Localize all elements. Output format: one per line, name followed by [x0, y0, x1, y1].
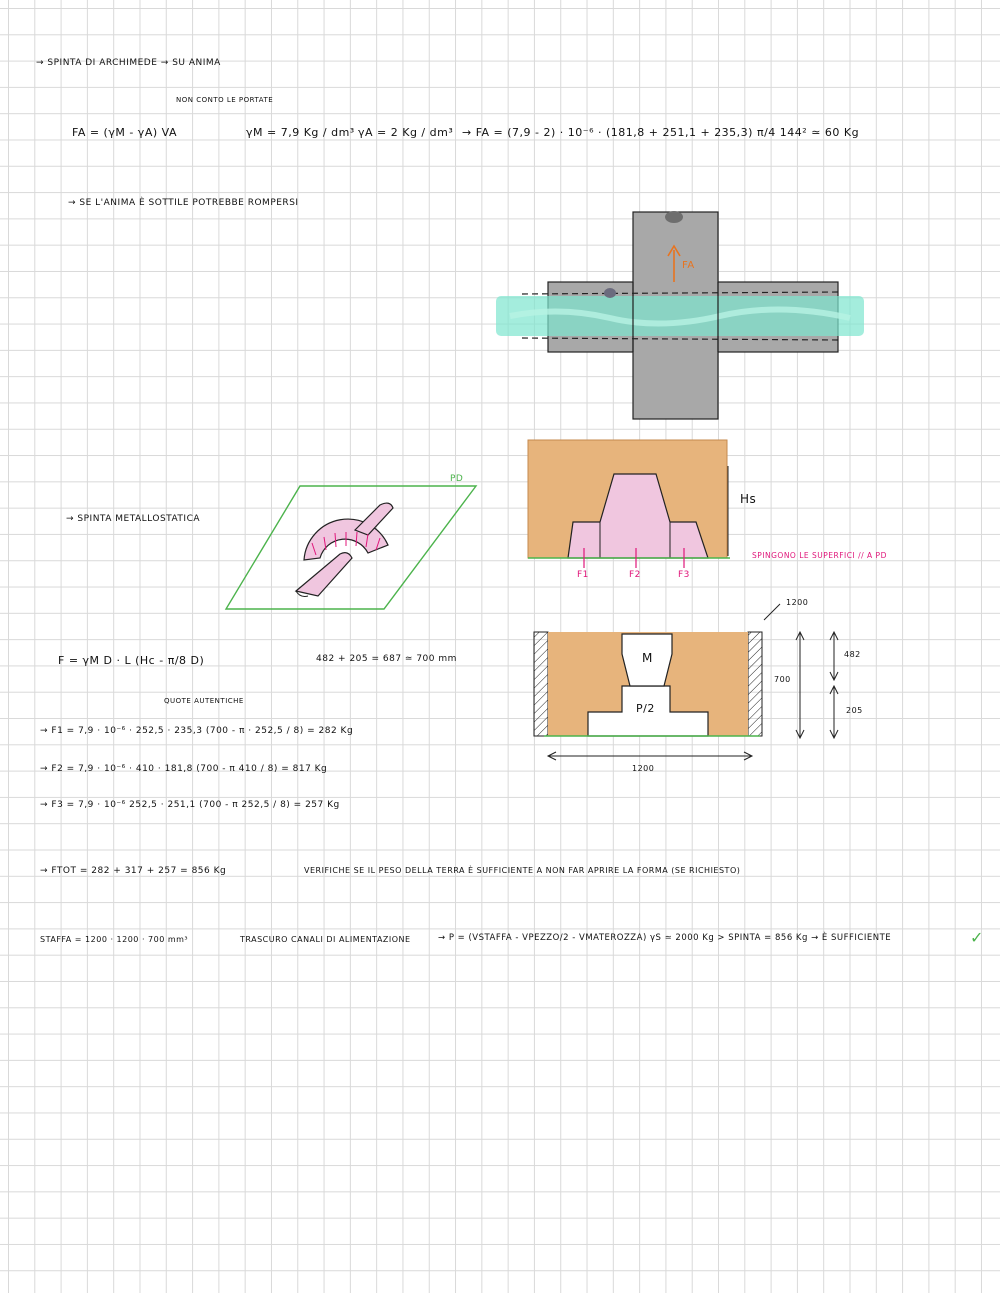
spingono-note: SPINGONO LE SUPERFICI // A PD [752, 551, 887, 560]
formula-peso: → P = (VSTAFFA - VPEZZO/2 - VMATEROZZA) γS ≃ 2000 Kg > SPINTA = 856 Kg → È SUFFICIENTE [438, 933, 892, 943]
note-archimede: → SPINTA DI ARCHIMEDE → SU ANIMA [36, 58, 221, 68]
note-trascuro: TRASCURO CANALI DI ALIMENTAZIONE [240, 935, 411, 944]
hs-label: Hs [740, 492, 757, 506]
fa-result: → FA = (7,9 - 2) · 10⁻⁶ · (181,8 + 251,1 + 235,3) π/4 144² ≃ 60 Kg [462, 126, 860, 139]
dim-700: 700 [774, 675, 791, 684]
gamma-a: γA = 2 Kg / dm³ [358, 126, 454, 139]
dim-205: 205 [846, 706, 863, 715]
flask-section [534, 604, 838, 760]
formula-fa: FA = (γM - γA) VA [72, 126, 177, 139]
note-verifica: VERIFICHE SE IL PESO DELLA TERRA È SUFFICIENTE A NON FAR APRIRE LA FORMA (SE RICHIESTO) [304, 866, 741, 875]
dim-1200-depth: 1200 [786, 598, 809, 607]
formula-f2: → F2 = 7,9 · 10⁻⁶ · 410 · 181,8 (700 - π 410 / 8) = 817 Kg [40, 764, 328, 774]
check-mark: ✓ [970, 928, 984, 947]
m-label: M [642, 651, 653, 665]
core-diagram [496, 211, 864, 419]
note-spinta-metallostatica: → SPINTA METALLOSTATICA [66, 514, 201, 524]
dim-482: 482 [844, 650, 861, 659]
formula-f1: → F1 = 7,9 · 10⁻⁶ · 252,5 · 235,3 (700 - π · 252,5 / 8) = 282 Kg [40, 726, 354, 736]
fa-force-label: FA [682, 260, 695, 271]
p-half-label: P/2 [636, 702, 655, 715]
formula-ftot: → FTOT = 282 + 317 + 257 = 856 Kg [40, 866, 227, 876]
formula-f: F = γM D · L (Hc - π/8 D) [58, 654, 205, 667]
note-anima-sottile: → SE L'ANIMA È SOTTILE POTREBBE ROMPERSI [68, 198, 299, 208]
oblique-sketch [226, 486, 476, 609]
f2-label: F2 [629, 570, 641, 580]
pd-plane-label: PD [450, 474, 464, 484]
sum-heights: 482 + 205 = 687 ≃ 700 mm [316, 654, 457, 664]
f3-label: F3 [678, 570, 690, 580]
mold-section [528, 440, 730, 568]
staffa-volume: STAFFA = 1200 · 1200 · 700 mm³ [40, 935, 189, 944]
f1-label: F1 [577, 570, 589, 580]
note-no-portate: NON CONTO LE PORTATE [176, 96, 274, 104]
gamma-m: γM = 7,9 Kg / dm³ [246, 126, 355, 139]
note-quote-autentiche: QUOTE AUTENTICHE [164, 697, 244, 705]
formula-f3: → F3 = 7,9 · 10⁻⁶ 252,5 · 251,1 (700 - π 252,5 / 8) = 257 Kg [40, 800, 340, 810]
dim-1200-width: 1200 [632, 764, 655, 773]
